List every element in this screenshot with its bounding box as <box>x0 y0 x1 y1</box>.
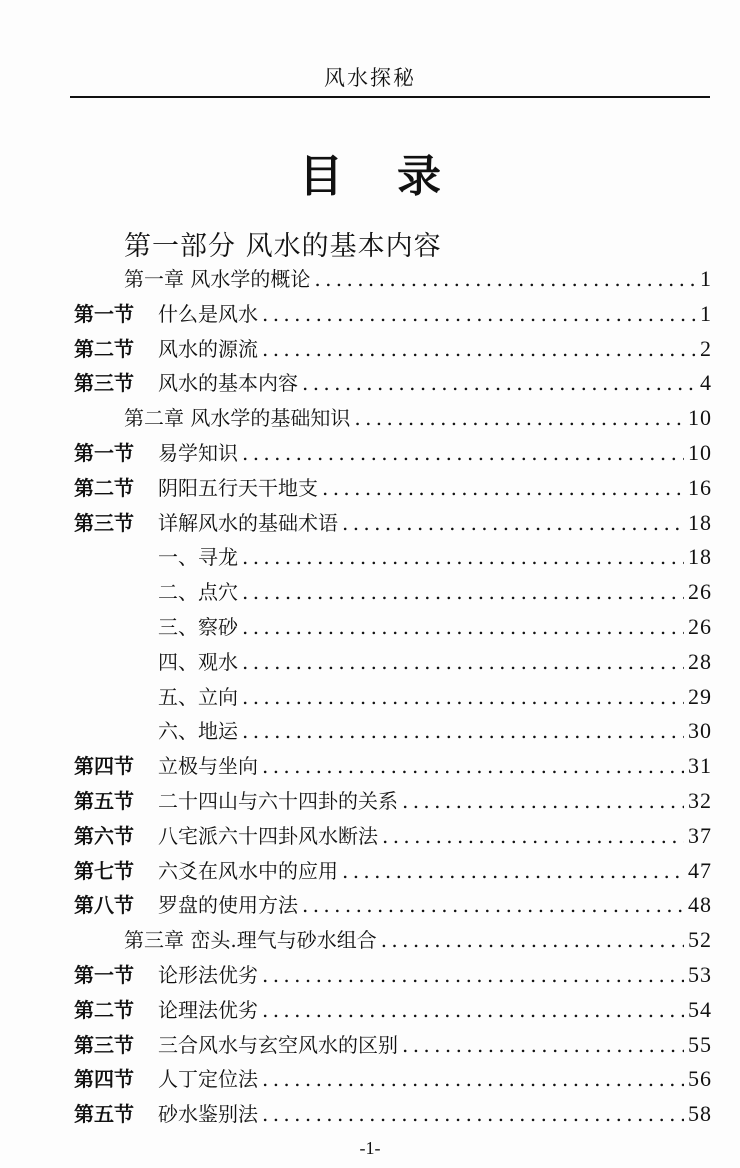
entry-title: 四、观水 <box>158 650 238 674</box>
dot-leader <box>242 714 684 748</box>
dot-leader <box>342 854 684 888</box>
section-number: 第四节 <box>74 754 134 778</box>
dot-leader <box>262 332 696 366</box>
dot-leader <box>242 610 684 644</box>
toc-section-row <box>74 506 712 540</box>
entry-title: 论形法优劣 <box>158 963 258 987</box>
toc-item-row <box>74 714 712 748</box>
running-head: 风水探秘 <box>324 66 416 90</box>
dot-leader <box>314 262 696 296</box>
toc-section-row <box>74 784 712 818</box>
entry-title: 立极与坐向 <box>158 754 258 778</box>
entry-title: 易学知识 <box>158 441 238 465</box>
toc-section-row <box>74 366 712 400</box>
dot-leader <box>262 1097 684 1131</box>
dot-leader <box>402 1028 684 1062</box>
entry-title: 第一章 风水学的概论 <box>124 267 311 291</box>
page-number: 58 <box>688 1101 712 1126</box>
entry-title: 三合风水与玄空风水的区别 <box>158 1033 398 1057</box>
page-number: 31 <box>688 753 712 778</box>
dot-leader <box>354 401 684 435</box>
page-number: 26 <box>688 579 712 604</box>
dot-leader <box>302 366 696 400</box>
dot-leader <box>402 784 684 818</box>
toc-section-row <box>74 854 712 888</box>
dot-leader <box>262 749 684 783</box>
section-number: 第三节 <box>74 1033 134 1057</box>
page-number: 10 <box>688 405 712 430</box>
page-number: 18 <box>688 510 712 535</box>
section-number: 第六节 <box>74 824 134 848</box>
dot-leader <box>322 471 684 505</box>
toc-item-row <box>74 680 712 714</box>
section-number: 第四节 <box>74 1067 134 1091</box>
section-number: 第七节 <box>74 859 134 883</box>
dot-leader <box>262 958 684 992</box>
toc-section-row <box>74 436 712 470</box>
dot-leader <box>262 1062 684 1096</box>
page-number: 53 <box>688 962 712 987</box>
dot-leader <box>242 575 684 609</box>
page-number: 48 <box>688 892 712 917</box>
page-number-footer: -1- <box>359 1138 381 1158</box>
entry-title: 第三章 峦头.理气与砂水组合 <box>124 928 377 952</box>
section-number: 第三节 <box>74 371 134 395</box>
toc-section-row <box>74 471 712 505</box>
entry-title: 砂水鉴别法 <box>158 1102 258 1126</box>
entry-title: 五、立向 <box>158 685 238 709</box>
toc-section-row <box>74 297 712 331</box>
dot-leader <box>242 540 684 574</box>
page-number: 56 <box>688 1066 712 1091</box>
toc-section-row <box>74 888 712 922</box>
toc-chapter-row <box>74 401 712 435</box>
section-number: 第一节 <box>74 302 134 326</box>
toc-title: 目录 <box>299 151 495 202</box>
toc-section-row <box>74 993 712 1027</box>
page-number: 28 <box>688 649 712 674</box>
page-number: 1 <box>700 301 712 326</box>
page-number: 10 <box>688 440 712 465</box>
toc-chapter-row <box>74 262 712 296</box>
page-number: 54 <box>688 997 712 1022</box>
entry-title: 六、地运 <box>158 719 238 743</box>
entry-title: 什么是风水 <box>158 302 258 326</box>
section-number: 第五节 <box>74 789 134 813</box>
page-number: 18 <box>688 544 712 569</box>
page-number: 30 <box>688 718 712 743</box>
dot-leader <box>242 645 684 679</box>
toc-section-row <box>74 1097 712 1131</box>
page-number: 16 <box>688 475 712 500</box>
toc-section-row <box>74 332 712 366</box>
dot-leader <box>242 436 684 470</box>
section-number: 第二节 <box>74 998 134 1022</box>
section-number: 第二节 <box>74 337 134 361</box>
dot-leader <box>302 888 684 922</box>
dot-leader <box>262 297 696 331</box>
toc-section-row <box>74 749 712 783</box>
entry-title: 罗盘的使用方法 <box>158 893 298 917</box>
page-number: 37 <box>688 823 712 848</box>
part-title: 第一部分 风水的基本内容 <box>124 231 442 262</box>
page-number: 52 <box>688 927 712 952</box>
entry-title: 风水的源流 <box>158 337 258 361</box>
page-number: 26 <box>688 614 712 639</box>
entry-title: 三、察砂 <box>158 615 238 639</box>
toc-section-row <box>74 1062 712 1096</box>
section-number: 第三节 <box>74 511 134 535</box>
dot-leader <box>242 680 684 714</box>
toc-chapter-row <box>74 923 712 957</box>
section-number: 第五节 <box>74 1102 134 1126</box>
entry-title: 阴阳五行天干地支 <box>158 476 318 500</box>
entry-title: 二十四山与六十四卦的关系 <box>158 789 398 813</box>
entry-title: 二、点穴 <box>158 580 238 604</box>
entry-title: 八宅派六十四卦风水断法 <box>158 824 378 848</box>
page-number: 55 <box>688 1032 712 1057</box>
page-number: 47 <box>688 858 712 883</box>
section-number: 第一节 <box>74 963 134 987</box>
toc-item-row <box>74 645 712 679</box>
entry-title: 人丁定位法 <box>158 1067 258 1091</box>
section-number: 第一节 <box>74 441 134 465</box>
toc-item-row <box>74 575 712 609</box>
toc-section-row <box>74 1028 712 1062</box>
toc-item-row <box>74 610 712 644</box>
header-rule <box>70 96 710 98</box>
toc-section-row <box>74 958 712 992</box>
page-number: 1 <box>700 266 712 291</box>
toc-item-row <box>74 540 712 574</box>
toc-section-row <box>74 819 712 853</box>
entry-title: 论理法优劣 <box>158 998 258 1022</box>
entry-title: 第二章 风水学的基础知识 <box>124 406 351 430</box>
entry-title: 一、寻龙 <box>158 545 238 569</box>
page-number: 29 <box>688 684 712 709</box>
page-number: 2 <box>700 336 712 361</box>
entry-title: 风水的基本内容 <box>158 371 298 395</box>
entry-title: 六爻在风水中的应用 <box>158 859 338 883</box>
dot-leader <box>382 819 684 853</box>
dot-leader <box>381 923 684 957</box>
dot-leader <box>342 506 684 540</box>
page-number: 4 <box>700 370 712 395</box>
section-number: 第二节 <box>74 476 134 500</box>
page-number: 32 <box>688 788 712 813</box>
section-number: 第八节 <box>74 893 134 917</box>
entry-title: 详解风水的基础术语 <box>158 511 338 535</box>
dot-leader <box>262 993 684 1027</box>
